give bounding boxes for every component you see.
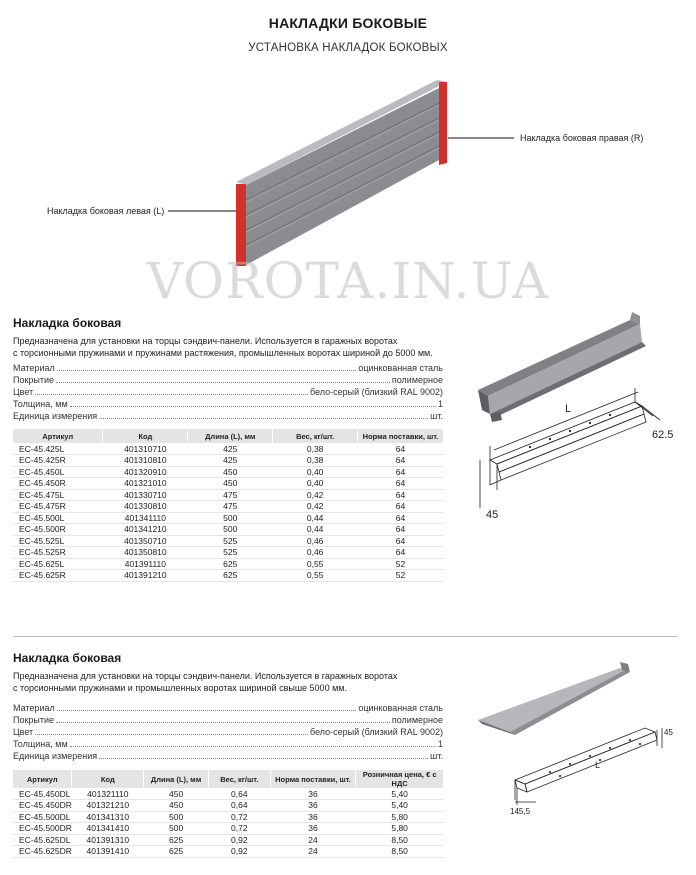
- table-row: [13, 478, 444, 490]
- watermark: VOROTA.IN.UA: [146, 252, 550, 310]
- page-title: НАКЛАДКИ БОКОВЫЕ: [268, 15, 428, 31]
- table-cell: EC-45.450R: [13, 478, 103, 490]
- end-cap-right: [439, 82, 447, 165]
- table-cell: 5,80: [356, 811, 444, 823]
- section1-specs: [13, 362, 443, 422]
- table-cell: 450: [188, 478, 273, 490]
- spec-row: Единица измерения шт.: [13, 411, 443, 421]
- table-cell: 0,38: [273, 443, 358, 455]
- table-cell: 0,46: [273, 547, 358, 559]
- table-cell: 500: [144, 823, 209, 835]
- table-cell: 0,64: [208, 788, 270, 800]
- section1-title: Накладка боковая: [13, 316, 122, 330]
- table-cell: EC-45.450DL: [13, 788, 72, 800]
- section1-product-render: [478, 312, 646, 422]
- section1-dim-width: 62.5: [652, 429, 674, 441]
- table-header-cell: Артикул: [13, 770, 72, 788]
- table-header-cell: Артикул: [13, 429, 103, 443]
- table-row: [13, 570, 444, 582]
- table-cell: 0,40: [273, 466, 358, 478]
- spec-row: Цвет бело-серый (близкий RAL 9002): [13, 727, 443, 737]
- table-row: [13, 846, 444, 858]
- table-cell: 0,42: [273, 489, 358, 501]
- spec-row: Материал оцинкованная сталь: [13, 363, 443, 373]
- table-cell: 625: [144, 846, 209, 858]
- table-cell: EC-45.475R: [13, 501, 103, 513]
- table-cell: 500: [188, 524, 273, 536]
- table-cell: 64: [358, 455, 444, 467]
- table-cell: EC-45.500DL: [13, 811, 72, 823]
- table-header-row: [13, 770, 444, 788]
- table-cell: EC-45.450DR: [13, 800, 72, 812]
- section2-dim-length: L: [595, 760, 601, 770]
- table-cell: 401341210: [103, 524, 188, 536]
- section1-dim-length: L: [565, 403, 572, 415]
- table-cell: 64: [358, 535, 444, 547]
- table-header-cell: Код: [103, 429, 188, 443]
- table-cell: 52: [358, 558, 444, 570]
- table-row: [13, 558, 444, 570]
- table-header-cell: Вес, кг/шт.: [208, 770, 270, 788]
- table-cell: 52: [358, 570, 444, 582]
- table-cell: 500: [188, 512, 273, 524]
- table-cell: 625: [188, 558, 273, 570]
- section2-description: Предназначена для установки на торцы сэндвич-панели. Используется в гаражных воротах с торсионными пружинами и промышленных воротах шириной свыше 5000 мм.: [13, 671, 398, 693]
- table-cell: 401350810: [103, 547, 188, 559]
- table-cell: 450: [144, 800, 209, 812]
- table-cell: 401320910: [103, 466, 188, 478]
- table-cell: 0,92: [208, 846, 270, 858]
- table-cell: 64: [358, 501, 444, 513]
- spec-row: Покрытие полимерное: [13, 715, 443, 725]
- table-cell: 8,50: [356, 834, 444, 846]
- table-header-cell: Вес, кг/шт.: [273, 429, 358, 443]
- table-row: [13, 535, 444, 547]
- section2-dim-width: 145,5: [510, 807, 531, 816]
- table-cell: 0,44: [273, 524, 358, 536]
- section1-dim-height: 45: [486, 509, 499, 521]
- table-cell: 64: [358, 478, 444, 490]
- page-subtitle: УСТАНОВКА НАКЛАДОК БОКОВЫХ: [248, 42, 448, 54]
- table-cell: 36: [270, 788, 356, 800]
- table-cell: 525: [188, 547, 273, 559]
- callout-left-label: Накладка боковая левая (L): [47, 206, 165, 216]
- table-row: [13, 443, 444, 455]
- table-header-cell: Норма поставки, шт.: [358, 429, 444, 443]
- table-cell: EC-45.425R: [13, 455, 103, 467]
- table-row: [13, 811, 444, 823]
- spec-row: Толщина, мм 1: [13, 739, 443, 749]
- section2-title: Накладка боковая: [13, 651, 122, 665]
- table-cell: 401341310: [72, 811, 144, 823]
- table-cell: 0,72: [208, 811, 270, 823]
- table-cell: EC-45.625L: [13, 558, 103, 570]
- table-cell: EC-45.450L: [13, 466, 103, 478]
- table-cell: 0,92: [208, 834, 270, 846]
- table-cell: 64: [358, 547, 444, 559]
- section2-product-render: [478, 662, 630, 735]
- section2-specs: [13, 702, 443, 762]
- spec-row: Покрытие полимерное: [13, 375, 443, 385]
- table-cell: EC-45.625R: [13, 570, 103, 582]
- table-cell: 401330810: [103, 501, 188, 513]
- table-row: [13, 834, 444, 846]
- table-row: [13, 524, 444, 536]
- table-cell: 401341110: [103, 512, 188, 524]
- table-cell: 24: [270, 834, 356, 846]
- table-cell: 64: [358, 512, 444, 524]
- table-row: [13, 788, 444, 800]
- table-cell: 36: [270, 823, 356, 835]
- table-cell: 450: [188, 466, 273, 478]
- table-cell: 475: [188, 501, 273, 513]
- table-cell: 401330710: [103, 489, 188, 501]
- table-cell: EC-45.625DL: [13, 834, 72, 846]
- table-cell: EC-45.525L: [13, 535, 103, 547]
- table-row: [13, 547, 444, 559]
- table-cell: 525: [188, 535, 273, 547]
- table-row: [13, 501, 444, 513]
- section1-product-table: [13, 429, 444, 582]
- table-cell: EC-45.425L: [13, 443, 103, 455]
- table-cell: EC-45.525R: [13, 547, 103, 559]
- table-header-cell: Длина (L), мм: [144, 770, 209, 788]
- table-cell: 401321010: [103, 478, 188, 490]
- table-cell: 401391210: [103, 570, 188, 582]
- section1-description: Предназначена для установки на торцы сэндвич-панели. Используется в гаражных воротах с торсионными пружинами и пружинами растяжения, промышленных воротах шириной до 5000 мм.: [13, 336, 433, 358]
- section2-dim-height: 45: [664, 728, 673, 737]
- table-cell: 401391410: [72, 846, 144, 858]
- table-cell: 24: [270, 846, 356, 858]
- table-cell: 0,55: [273, 558, 358, 570]
- table-cell: 0,72: [208, 823, 270, 835]
- table-cell: 425: [188, 443, 273, 455]
- table-cell: 0,44: [273, 512, 358, 524]
- table-cell: 0,38: [273, 455, 358, 467]
- table-cell: EC-45.500DR: [13, 823, 72, 835]
- table-header-cell: Розничная цена, € с НДС: [356, 770, 444, 788]
- callout-right-label: Накладка боковая правая (R): [520, 133, 644, 143]
- table-header-row: [13, 429, 444, 443]
- table-row: [13, 823, 444, 835]
- spec-row: Цвет бело-серый (близкий RAL 9002): [13, 387, 443, 397]
- section2-drawing: [470, 660, 690, 820]
- table-cell: 500: [144, 811, 209, 823]
- table-cell: 0,55: [273, 570, 358, 582]
- table-header-cell: Код: [72, 770, 144, 788]
- table-cell: EC-45.500R: [13, 524, 103, 536]
- table-cell: 64: [358, 524, 444, 536]
- table-cell: 5,40: [356, 788, 444, 800]
- table-cell: EC-45.500L: [13, 512, 103, 524]
- table-cell: 36: [270, 811, 356, 823]
- table-cell: 401350710: [103, 535, 188, 547]
- table-cell: 401310710: [103, 443, 188, 455]
- table-cell: 401310810: [103, 455, 188, 467]
- table-cell: 625: [144, 834, 209, 846]
- table-row: [13, 800, 444, 812]
- table-cell: 0,46: [273, 535, 358, 547]
- spec-row: Единица измерения шт.: [13, 751, 443, 761]
- table-cell: 401321110: [72, 788, 144, 800]
- table-cell: 425: [188, 455, 273, 467]
- table-cell: 64: [358, 466, 444, 478]
- table-cell: 36: [270, 800, 356, 812]
- table-cell: 64: [358, 443, 444, 455]
- table-cell: 450: [144, 788, 209, 800]
- table-cell: 401321210: [72, 800, 144, 812]
- table-cell: EC-45.625DR: [13, 846, 72, 858]
- table-row: [13, 512, 444, 524]
- section-divider: [13, 636, 678, 637]
- table-header-cell: Длина (L), мм: [188, 429, 273, 443]
- table-cell: 0,42: [273, 501, 358, 513]
- table-row: [13, 466, 444, 478]
- section2-product-table: [13, 770, 444, 858]
- table-cell: 401341410: [72, 823, 144, 835]
- spec-row: Материал оцинкованная сталь: [13, 703, 443, 713]
- table-row: [13, 489, 444, 501]
- table-cell: 475: [188, 489, 273, 501]
- table-cell: 0,64: [208, 800, 270, 812]
- section1-drawing: [470, 310, 690, 530]
- table-cell: 5,80: [356, 823, 444, 835]
- table-header-cell: Норма поставки, шт.: [270, 770, 356, 788]
- table-cell: 401391310: [72, 834, 144, 846]
- table-row: [13, 455, 444, 467]
- table-cell: 0,40: [273, 478, 358, 490]
- table-cell: 64: [358, 489, 444, 501]
- table-cell: 401391110: [103, 558, 188, 570]
- table-cell: EC-45.475L: [13, 489, 103, 501]
- table-cell: 8,50: [356, 846, 444, 858]
- spec-row: Толщина, мм 1: [13, 399, 443, 409]
- panel-face: [246, 88, 439, 265]
- section2-tech-drawing: [515, 728, 662, 805]
- table-cell: 625: [188, 570, 273, 582]
- table-cell: 5,40: [356, 800, 444, 812]
